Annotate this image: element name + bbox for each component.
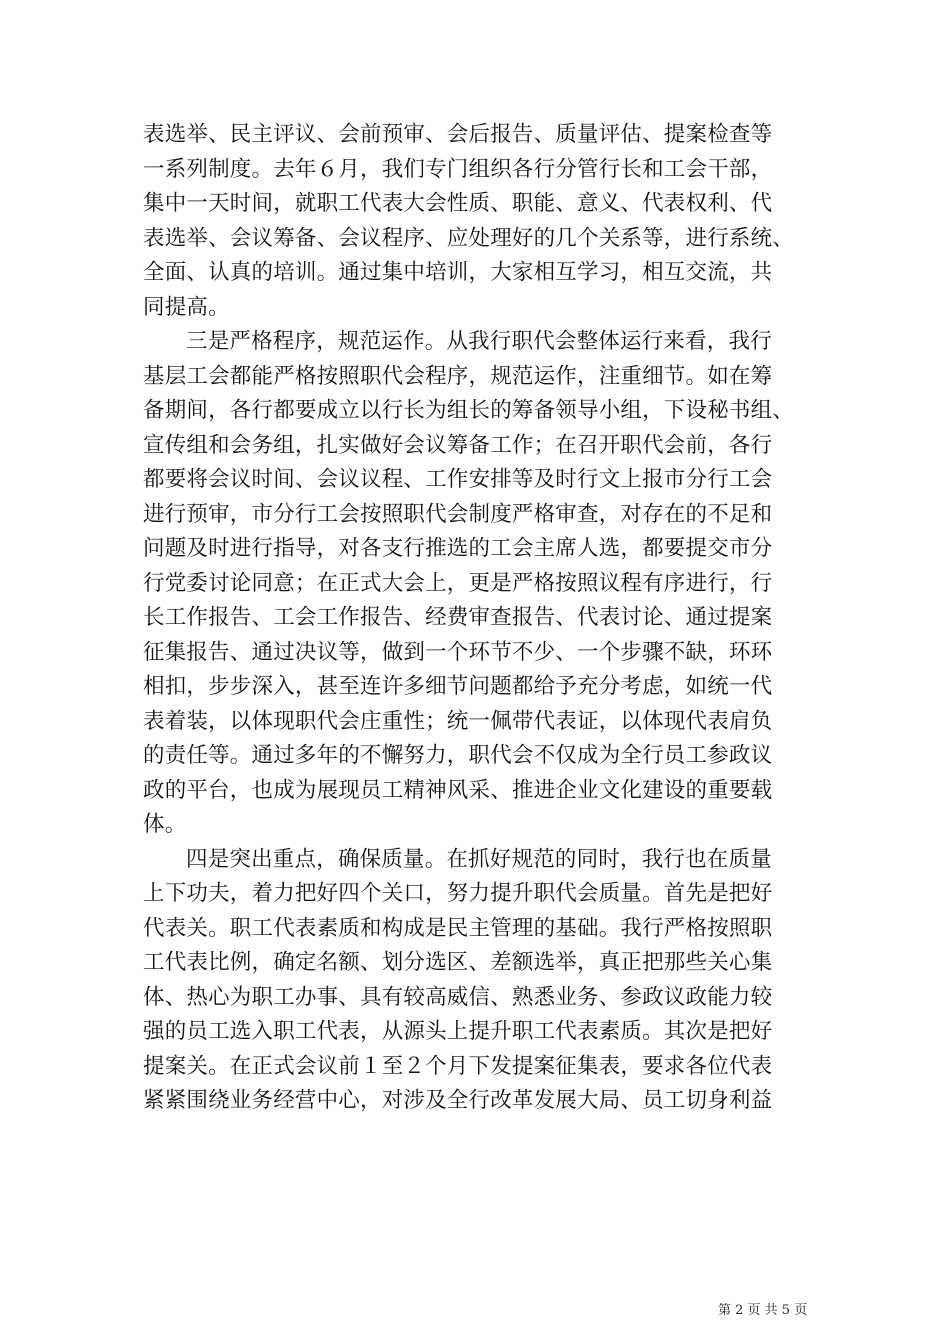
text-line: 紧紧围绕业务经营中心，对涉及全行改革发展大局、员工切身利益 [143, 1088, 773, 1113]
text-line: 表选举、民主评议、会前预审、会后报告、质量评估、提案检查等 [143, 122, 773, 147]
text-line: 表着装，以体现职代会庄重性；统一佩带代表证，以体现代表肩负 [143, 708, 773, 734]
text-line: 体。 [143, 812, 187, 837]
text-line: 问题及时进行指导，对各支行推选的工会主席人选，都要提交市分 [143, 536, 773, 561]
text-line: 进行预审，市分行工会按照职代会制度严格审查，对存在的不足和 [143, 501, 773, 527]
text-line: 工代表比例，确定名额、划分选区、差额选举，真正把那些关心集 [143, 950, 773, 975]
text-line: 四是突出重点，确保质量。在抓好规范的同时，我行也在质量 [186, 846, 772, 872]
text-line: 基层工会都能严格按照职代会程序，规范运作，注重细节。如在筹 [143, 363, 773, 389]
text-line: 上下功夫，着力把好四个关口，努力提升职代会质量。首先是把好 [143, 881, 773, 906]
text-line: 备期间，各行都要成立以行长为组长的筹备领导小组，下设秘书组、 [143, 398, 795, 423]
text-line: 同提高。 [143, 294, 230, 320]
text-line: 宣传组和会务组，扎实做好会议筹备工作；在召开职代会前，各行 [143, 432, 773, 458]
text-line: 长工作报告、工会工作报告、经费审查报告、代表讨论、通过提案 [143, 605, 773, 630]
text-line: 政的平台，也成为展现员工精神风采、推进企业文化建设的重要载 [143, 777, 773, 803]
text-line: 都要将会议时间、会议议程、工作安排等及时行文上报市分行工会 [143, 467, 773, 492]
document-body [143, 118, 811, 1119]
text-line: 代表关。职工代表素质和构成是民主管理的基础。我行严格按照职 [143, 915, 773, 941]
text-line: 提案关。在正式会议前１至２个月下发提案征集表，要求各位代表 [143, 1053, 773, 1079]
text-line: 征集报告、通过决议等，做到一个环节不少、一个步骤不缺，环环 [143, 639, 773, 665]
text-line: 全面、认真的培训。通过集中培训，大家相互学习，相互交流，共 [143, 260, 773, 285]
text-line: 强的员工选入职工代表，从源头上提升职工代表素质。其次是把好 [143, 1019, 773, 1044]
text-line: 行党委讨论同意；在正式大会上，更是严格按照议程有序进行，行 [143, 570, 773, 596]
text-line: 集中一天时间，就职工代表大会性质、职能、意义、代表权利、代 [143, 191, 773, 216]
text-line: 表选举、会议筹备、会议程序、应处理好的几个关系等，进行系统、 [143, 225, 795, 251]
text-line: 的责任等。通过多年的不懈努力，职代会不仅成为全行员工参政议 [143, 743, 773, 768]
text-line: 体、热心为职工办事、具有较高威信、熟悉业务、参政议政能力较 [143, 984, 773, 1010]
text-line: 相扣，步步深入，甚至连许多细节问题都给予充分考虑，如统一代 [143, 674, 773, 699]
page-number: 第 2 页 共 5 页 [718, 1303, 808, 1318]
text-line: 一系列制度。去年６月，我们专门组织各行分管行长和工会干部， [143, 156, 773, 182]
text-line: 三是严格程序，规范运作。从我行职代会整体运行来看，我行 [186, 329, 772, 354]
